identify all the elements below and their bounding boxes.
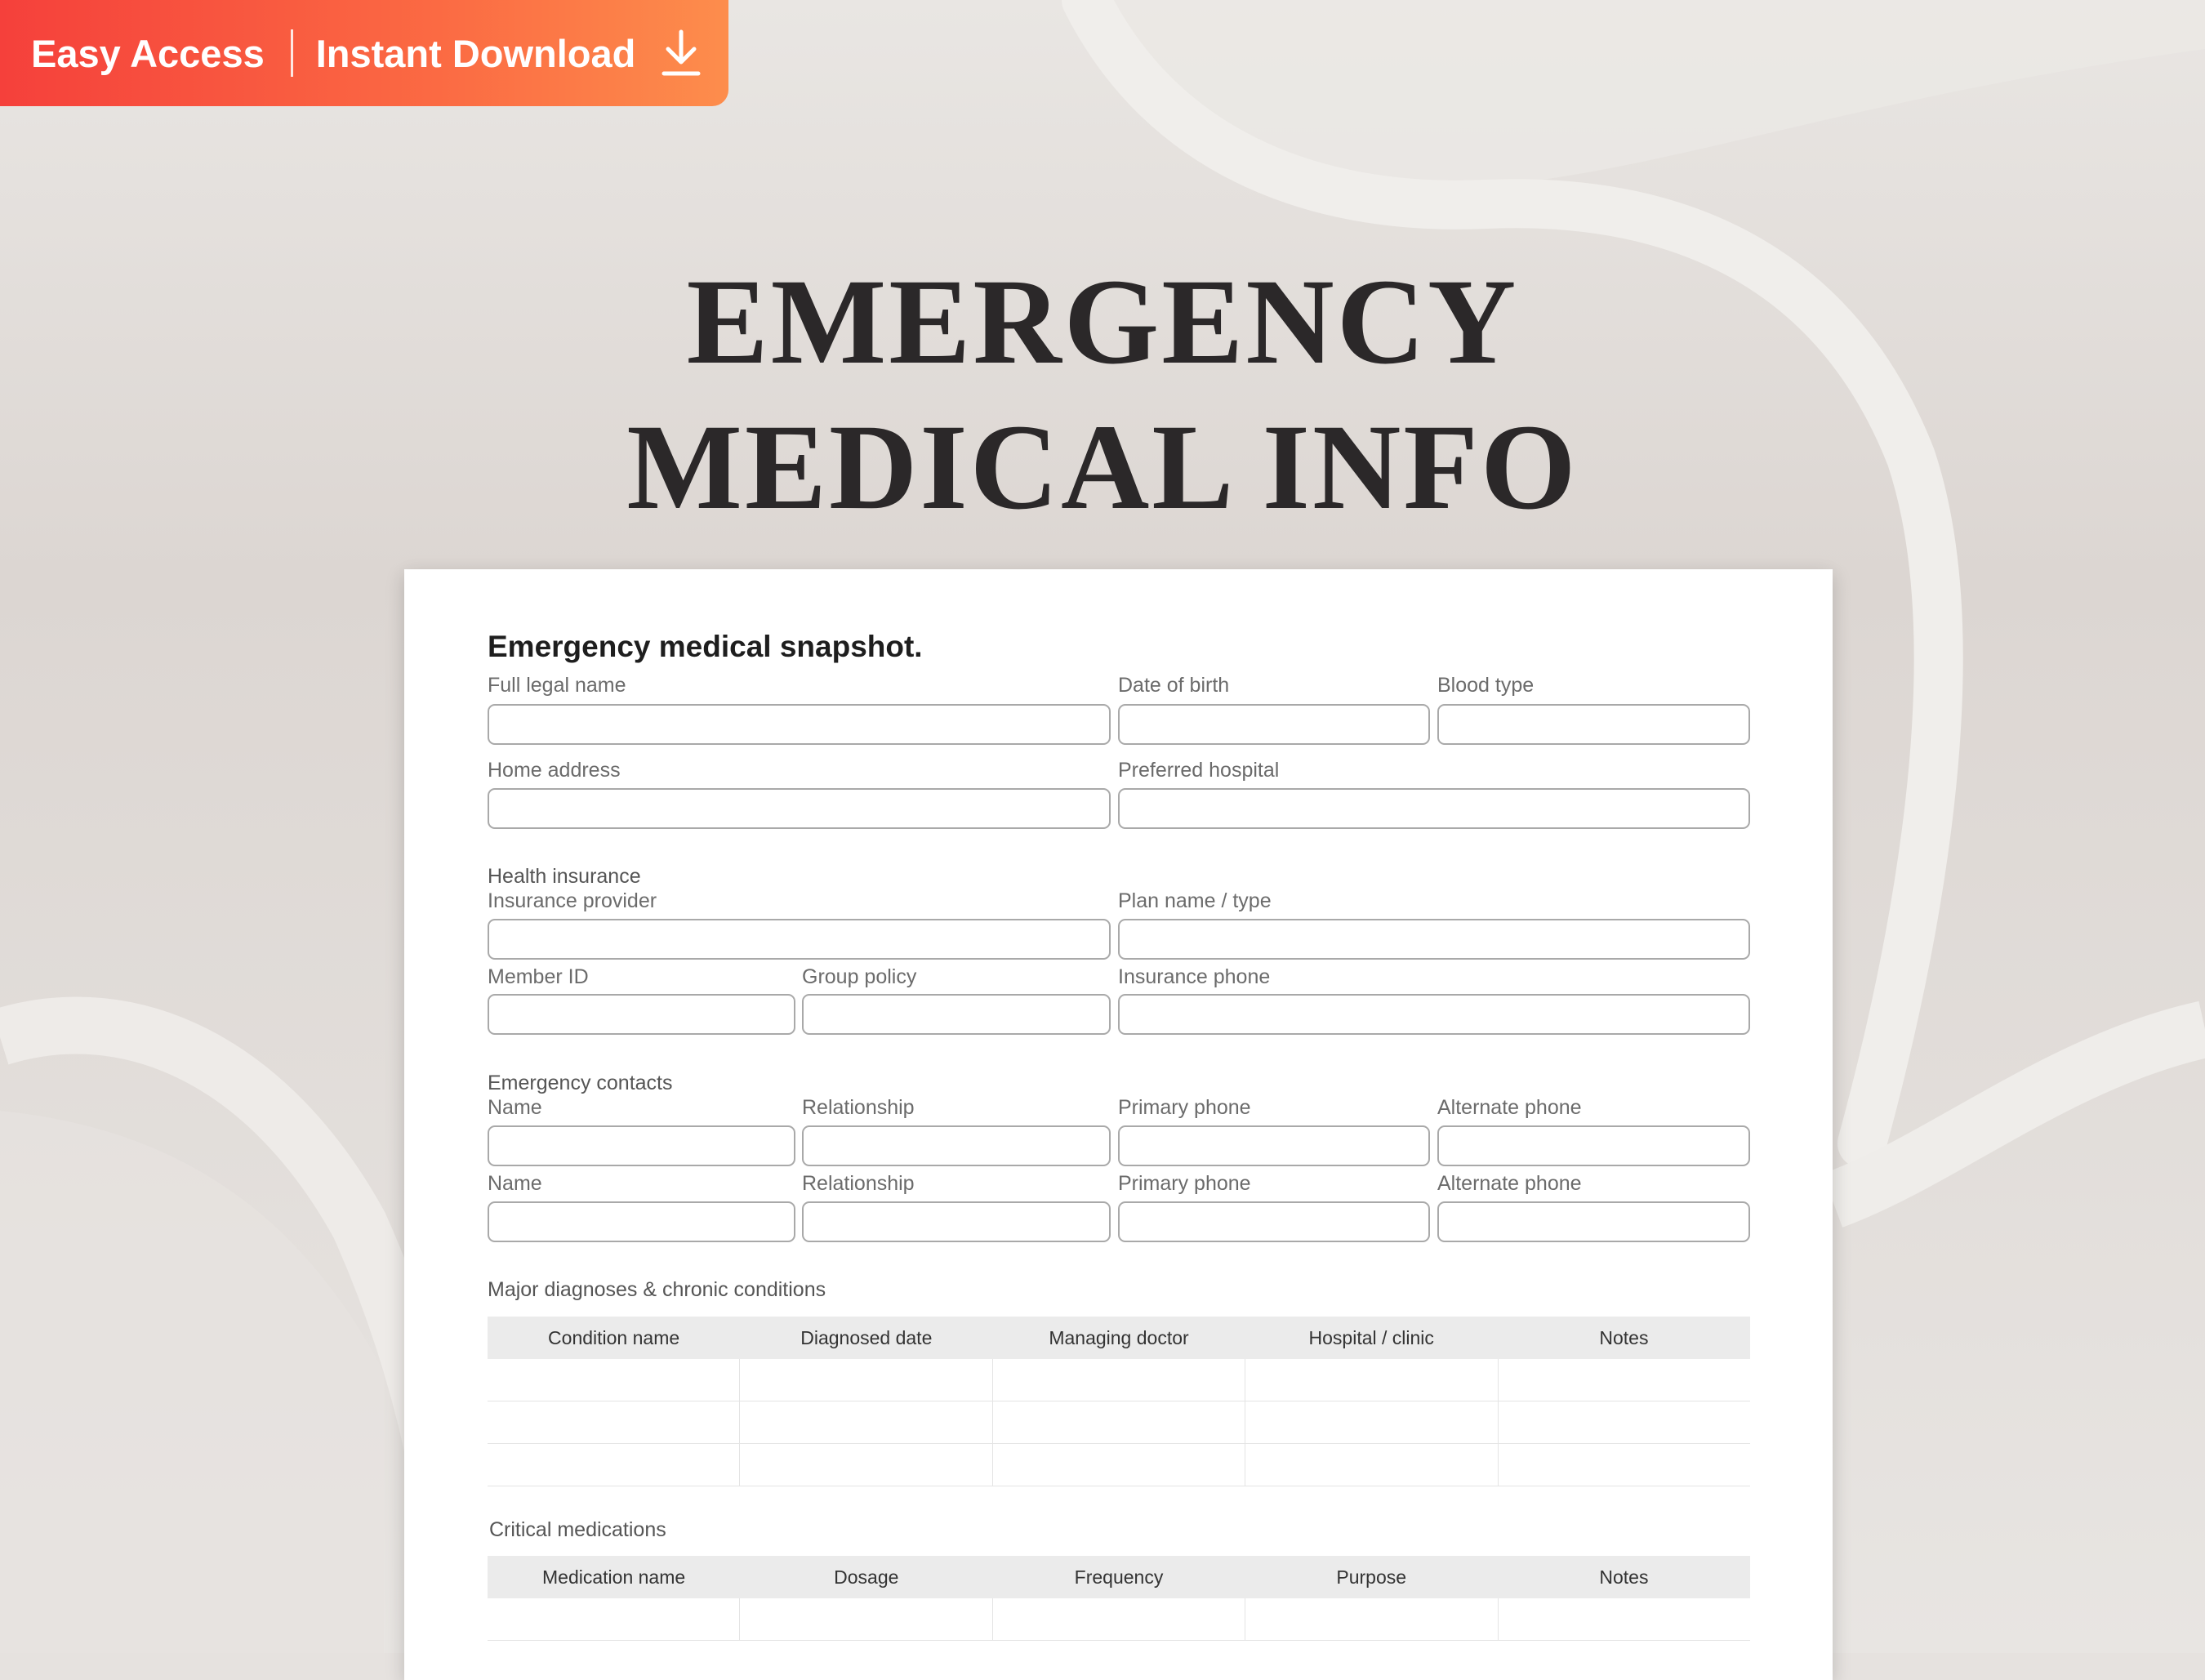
- instant-download-label: Instant Download: [315, 31, 636, 75]
- col-diagnosed-date: Diagnosed date: [800, 1327, 933, 1348]
- insurance-provider-label: Insurance provider: [488, 889, 657, 912]
- easy-access-label: Easy Access: [31, 31, 265, 75]
- preferred-hospital-label: Preferred hospital: [1118, 759, 1280, 782]
- contact-2-name-label: Name: [488, 1172, 542, 1195]
- medications-table-header: [488, 1556, 1750, 1598]
- contact-2-alternate-phone-label: Alternate phone: [1437, 1172, 1582, 1195]
- col-notes: Notes: [1599, 1566, 1649, 1588]
- insurance-provider-field[interactable]: [488, 919, 1111, 960]
- contact-2-relationship-field[interactable]: [802, 1201, 1111, 1242]
- contact-2-primary-phone-field[interactable]: [1118, 1201, 1430, 1242]
- member-id-field[interactable]: [488, 994, 795, 1035]
- contact-1-name-field[interactable]: [488, 1125, 795, 1166]
- blood-type-label: Blood type: [1437, 674, 1535, 697]
- preferred-hospital-field[interactable]: [1118, 788, 1750, 829]
- blood-type-field[interactable]: [1437, 704, 1750, 745]
- contact-1-alternate-phone-field[interactable]: [1437, 1125, 1750, 1166]
- table-row[interactable]: [488, 1598, 1750, 1641]
- contact-1-primary-phone-label: Primary phone: [1118, 1096, 1251, 1119]
- group-policy-label: Group policy: [802, 965, 917, 988]
- promo-badge: [0, 0, 728, 106]
- col-medication-name: Medication name: [542, 1566, 686, 1588]
- contact-1-relationship-field[interactable]: [802, 1125, 1111, 1166]
- group-policy-field[interactable]: [802, 994, 1111, 1035]
- member-id-label: Member ID: [488, 965, 589, 988]
- form-sheet: [404, 569, 1833, 1680]
- plan-name-label: Plan name / type: [1118, 889, 1272, 912]
- home-address-label: Home address: [488, 759, 621, 782]
- title-line-1: EMERGENCY: [686, 254, 1519, 390]
- badge-divider: [291, 29, 293, 77]
- health-insurance-heading: Health insurance: [488, 865, 641, 888]
- medications-heading: Critical medications: [489, 1518, 666, 1541]
- col-managing-doctor: Managing doctor: [1049, 1327, 1189, 1348]
- full-legal-name-field[interactable]: [488, 704, 1111, 745]
- insurance-phone-label: Insurance phone: [1118, 965, 1271, 988]
- page-title: [0, 249, 2205, 540]
- col-hospital-clinic: Hospital / clinic: [1308, 1327, 1434, 1348]
- home-address-field[interactable]: [488, 788, 1111, 829]
- contact-1-relationship-label: Relationship: [802, 1096, 915, 1119]
- full-legal-name-label: Full legal name: [488, 674, 626, 697]
- col-notes: Notes: [1599, 1327, 1649, 1348]
- contact-2-primary-phone-label: Primary phone: [1118, 1172, 1251, 1195]
- contact-1-name-label: Name: [488, 1096, 542, 1119]
- title-line-2: MEDICAL INFO: [626, 399, 1579, 535]
- contact-2-relationship-label: Relationship: [802, 1172, 915, 1195]
- download-icon: [660, 29, 702, 78]
- contact-1-alternate-phone-label: Alternate phone: [1437, 1096, 1582, 1119]
- col-condition-name: Condition name: [548, 1327, 680, 1348]
- table-row[interactable]: [488, 1359, 1750, 1401]
- diagnoses-heading: Major diagnoses & chronic conditions: [488, 1278, 826, 1301]
- sheet-heading: Emergency medical snapshot.: [488, 630, 923, 663]
- contact-2-name-field[interactable]: [488, 1201, 795, 1242]
- emergency-contacts-heading: Emergency contacts: [488, 1072, 673, 1094]
- date-of-birth-label: Date of birth: [1118, 674, 1230, 697]
- contact-2-alternate-phone-field[interactable]: [1437, 1201, 1750, 1242]
- date-of-birth-field[interactable]: [1118, 704, 1430, 745]
- table-row[interactable]: [488, 1401, 1750, 1444]
- col-purpose: Purpose: [1336, 1566, 1407, 1588]
- plan-name-field[interactable]: [1118, 919, 1750, 960]
- col-dosage: Dosage: [834, 1566, 899, 1588]
- diagnoses-table-header: [488, 1317, 1750, 1359]
- col-frequency: Frequency: [1074, 1566, 1164, 1588]
- contact-1-primary-phone-field[interactable]: [1118, 1125, 1430, 1166]
- insurance-phone-field[interactable]: [1118, 994, 1750, 1035]
- table-row[interactable]: [488, 1444, 1750, 1486]
